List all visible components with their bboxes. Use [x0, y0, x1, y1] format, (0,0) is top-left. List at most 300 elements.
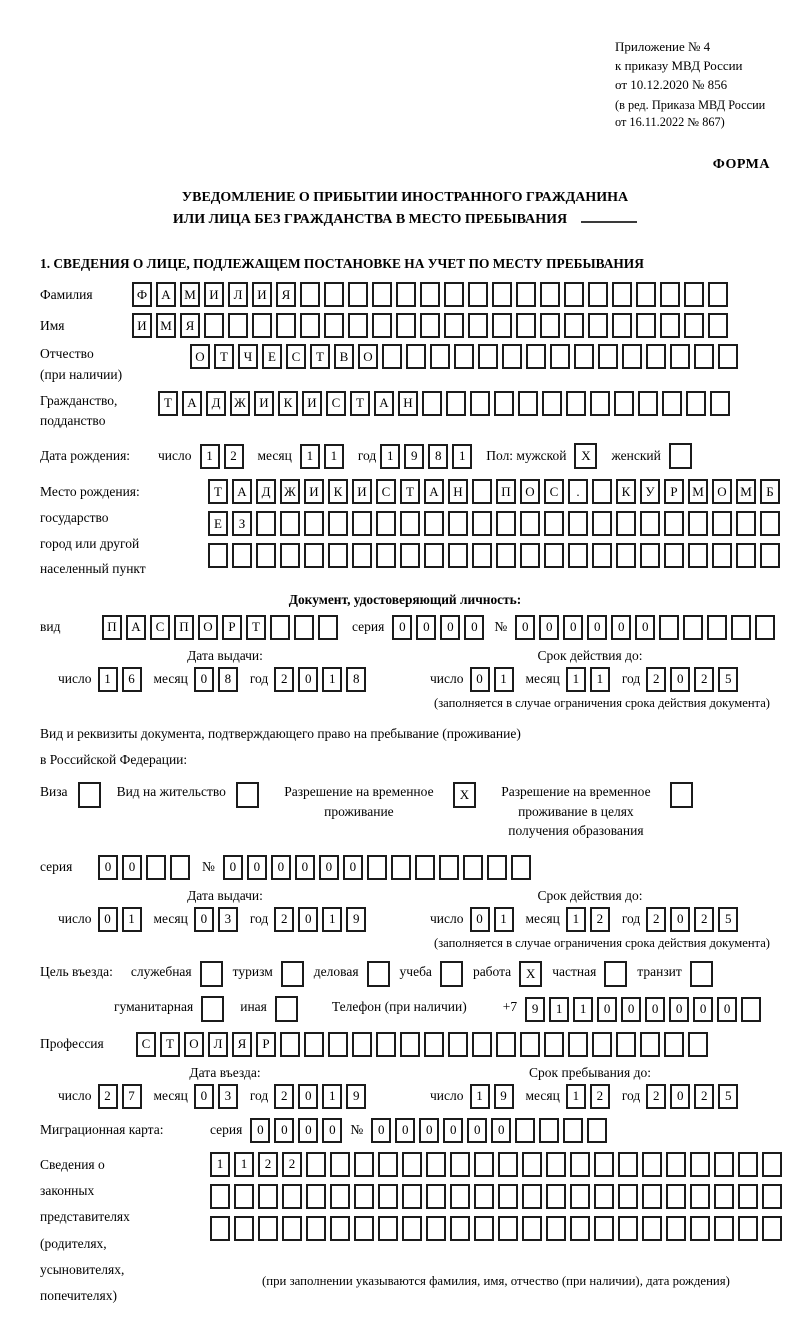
char-cell[interactable]: Д [206, 391, 226, 416]
char-cell[interactable]: З [232, 511, 252, 536]
char-cell[interactable] [494, 391, 514, 416]
char-cell[interactable] [492, 313, 512, 338]
char-cell[interactable] [446, 391, 466, 416]
char-cell[interactable]: И [252, 282, 272, 307]
char-cell[interactable] [376, 1032, 396, 1057]
char-cell[interactable] [472, 1032, 492, 1057]
char-cell[interactable]: 0 [467, 1118, 487, 1143]
surname-input[interactable] [132, 282, 728, 307]
char-cell[interactable]: Т [158, 391, 178, 416]
char-cell[interactable]: В [334, 344, 354, 369]
char-cell[interactable] [683, 615, 703, 640]
char-cell[interactable] [762, 1184, 782, 1209]
citizenship-input[interactable] [158, 391, 730, 416]
char-cell[interactable]: 2 [694, 1084, 714, 1109]
char-cell[interactable] [450, 1184, 470, 1209]
char-cell[interactable] [330, 1152, 350, 1177]
char-cell[interactable] [736, 543, 756, 568]
char-cell[interactable]: М [180, 282, 200, 307]
purpose-humanitarian-checkbox[interactable] [201, 996, 224, 1022]
char-cell[interactable]: Е [208, 511, 228, 536]
char-cell[interactable] [592, 479, 612, 504]
char-cell[interactable]: 0 [515, 615, 535, 640]
visa-checkbox[interactable] [78, 782, 101, 808]
char-cell[interactable] [378, 1216, 398, 1241]
char-cell[interactable]: 1 [549, 997, 569, 1022]
char-cell[interactable] [234, 1216, 254, 1241]
sex-female-checkbox-cell[interactable] [669, 443, 692, 469]
char-cell[interactable] [426, 1216, 446, 1241]
char-cell[interactable]: И [304, 479, 324, 504]
char-cell[interactable] [422, 391, 442, 416]
char-cell[interactable]: 3 [218, 907, 238, 932]
char-cell[interactable] [714, 1152, 734, 1177]
char-cell[interactable] [396, 313, 416, 338]
char-cell[interactable] [498, 1184, 518, 1209]
char-cell[interactable]: 0 [464, 615, 484, 640]
char-cell[interactable] [426, 1184, 446, 1209]
identity-series-input[interactable] [392, 615, 484, 640]
char-cell[interactable]: И [302, 391, 322, 416]
char-cell[interactable] [592, 1032, 612, 1057]
char-cell[interactable] [544, 1032, 564, 1057]
char-cell[interactable]: 2 [98, 1084, 118, 1109]
char-cell[interactable]: 2 [694, 907, 714, 932]
migration-number-input[interactable] [371, 1118, 607, 1143]
char-cell[interactable] [472, 479, 492, 504]
char-cell[interactable] [304, 511, 324, 536]
char-cell[interactable] [564, 313, 584, 338]
representatives-line3-input[interactable] [210, 1216, 782, 1241]
char-cell[interactable]: 1 [452, 444, 472, 469]
char-cell[interactable]: 1 [122, 907, 142, 932]
char-cell[interactable] [688, 511, 708, 536]
char-cell[interactable]: 0 [395, 1118, 415, 1143]
char-cell[interactable] [622, 344, 642, 369]
identity-issue-month-input[interactable] [194, 667, 238, 692]
char-cell[interactable]: 0 [416, 615, 436, 640]
char-cell[interactable] [378, 1152, 398, 1177]
char-cell[interactable] [612, 313, 632, 338]
char-cell[interactable] [204, 313, 224, 338]
identity-kind-input[interactable] [102, 615, 338, 640]
char-cell[interactable] [522, 1216, 542, 1241]
char-cell[interactable] [170, 855, 190, 880]
char-cell[interactable]: 1 [210, 1152, 230, 1177]
char-cell[interactable]: 8 [428, 444, 448, 469]
char-cell[interactable] [539, 1118, 559, 1143]
char-cell[interactable]: И [132, 313, 152, 338]
char-cell[interactable] [618, 1216, 638, 1241]
char-cell[interactable] [468, 282, 488, 307]
char-cell[interactable]: 9 [494, 1084, 514, 1109]
char-cell[interactable] [306, 1152, 326, 1177]
residence-issue-year-input[interactable] [274, 907, 366, 932]
char-cell[interactable] [708, 313, 728, 338]
char-cell[interactable] [424, 511, 444, 536]
char-cell[interactable]: К [278, 391, 298, 416]
char-cell[interactable] [736, 511, 756, 536]
char-cell[interactable] [636, 313, 656, 338]
char-cell[interactable]: 9 [346, 907, 366, 932]
char-cell[interactable]: 8 [218, 667, 238, 692]
char-cell[interactable] [522, 1184, 542, 1209]
char-cell[interactable] [352, 511, 372, 536]
char-cell[interactable] [659, 615, 679, 640]
char-cell[interactable] [731, 615, 751, 640]
char-cell[interactable] [252, 313, 272, 338]
char-cell[interactable] [684, 313, 704, 338]
char-cell[interactable]: 1 [380, 444, 400, 469]
char-cell[interactable]: С [150, 615, 170, 640]
char-cell[interactable]: 0 [440, 615, 460, 640]
char-cell[interactable] [664, 543, 684, 568]
char-cell[interactable]: 0 [298, 667, 318, 692]
char-cell[interactable] [306, 1216, 326, 1241]
char-cell[interactable] [570, 1184, 590, 1209]
char-cell[interactable] [234, 1184, 254, 1209]
char-cell[interactable] [670, 344, 690, 369]
char-cell[interactable] [282, 1184, 302, 1209]
char-cell[interactable] [474, 1152, 494, 1177]
char-cell[interactable] [590, 391, 610, 416]
residence-issue-day-input[interactable] [98, 907, 142, 932]
char-cell[interactable]: 6 [122, 667, 142, 692]
char-cell[interactable] [618, 1184, 638, 1209]
char-cell[interactable] [518, 391, 538, 416]
char-cell[interactable] [662, 391, 682, 416]
char-cell[interactable]: 0 [470, 667, 490, 692]
char-cell[interactable] [472, 543, 492, 568]
char-cell[interactable]: 0 [670, 907, 690, 932]
char-cell[interactable] [664, 511, 684, 536]
char-cell[interactable]: 9 [525, 997, 545, 1022]
char-cell[interactable]: О [198, 615, 218, 640]
phone-input[interactable] [525, 997, 761, 1022]
purpose-official-checkbox-cell[interactable] [200, 961, 223, 987]
char-cell[interactable] [574, 344, 594, 369]
residence-permit-checkbox[interactable] [236, 782, 259, 808]
char-cell[interactable]: 2 [224, 444, 244, 469]
char-cell[interactable] [642, 1152, 662, 1177]
char-cell[interactable] [588, 313, 608, 338]
char-cell[interactable] [430, 344, 450, 369]
char-cell[interactable] [304, 1032, 324, 1057]
identity-valid-day-input[interactable] [470, 667, 514, 692]
char-cell[interactable]: Т [214, 344, 234, 369]
char-cell[interactable]: 0 [319, 855, 339, 880]
char-cell[interactable]: 0 [122, 855, 142, 880]
char-cell[interactable]: Л [228, 282, 248, 307]
char-cell[interactable]: 0 [392, 615, 412, 640]
char-cell[interactable] [420, 313, 440, 338]
char-cell[interactable] [616, 511, 636, 536]
birthplace-line1-input[interactable] [208, 479, 780, 504]
purpose-work-checkbox[interactable] [519, 961, 542, 987]
char-cell[interactable] [210, 1184, 230, 1209]
char-cell[interactable]: 0 [322, 1118, 342, 1143]
char-cell[interactable] [762, 1152, 782, 1177]
char-cell[interactable]: С [376, 479, 396, 504]
char-cell[interactable]: 0 [419, 1118, 439, 1143]
identity-issue-year-input[interactable] [274, 667, 366, 692]
char-cell[interactable] [638, 391, 658, 416]
char-cell[interactable] [546, 1216, 566, 1241]
char-cell[interactable]: 2 [282, 1152, 302, 1177]
entry-year-input[interactable] [274, 1084, 366, 1109]
char-cell[interactable] [516, 313, 536, 338]
char-cell[interactable] [256, 543, 276, 568]
char-cell[interactable] [540, 282, 560, 307]
char-cell[interactable]: И [204, 282, 224, 307]
char-cell[interactable]: 0 [298, 907, 318, 932]
char-cell[interactable]: 0 [635, 615, 655, 640]
char-cell[interactable] [568, 511, 588, 536]
char-cell[interactable] [640, 1032, 660, 1057]
purpose-humanitarian-checkbox-cell[interactable] [201, 996, 224, 1022]
char-cell[interactable]: 2 [646, 1084, 666, 1109]
char-cell[interactable] [318, 615, 338, 640]
char-cell[interactable] [594, 1216, 614, 1241]
char-cell[interactable] [300, 313, 320, 338]
char-cell[interactable]: 1 [324, 444, 344, 469]
stay-month-input[interactable] [566, 1084, 610, 1109]
birth-day-input[interactable] [200, 444, 244, 469]
char-cell[interactable]: Я [232, 1032, 252, 1057]
char-cell[interactable] [444, 313, 464, 338]
char-cell[interactable] [470, 391, 490, 416]
char-cell[interactable]: П [102, 615, 122, 640]
representatives-line1-input[interactable] [210, 1152, 782, 1177]
char-cell[interactable] [348, 313, 368, 338]
char-cell[interactable]: 7 [122, 1084, 142, 1109]
char-cell[interactable] [330, 1184, 350, 1209]
residence-series-input[interactable] [98, 855, 190, 880]
char-cell[interactable]: 1 [300, 444, 320, 469]
char-cell[interactable]: Р [664, 479, 684, 504]
char-cell[interactable]: 2 [274, 667, 294, 692]
char-cell[interactable]: 1 [200, 444, 220, 469]
char-cell[interactable]: О [190, 344, 210, 369]
stay-day-input[interactable] [470, 1084, 514, 1109]
char-cell[interactable] [522, 1152, 542, 1177]
char-cell[interactable]: Ф [132, 282, 152, 307]
birthplace-line3-input[interactable] [208, 543, 780, 568]
char-cell[interactable] [642, 1184, 662, 1209]
char-cell[interactable]: 1 [322, 667, 342, 692]
char-cell[interactable] [660, 313, 680, 338]
residence-issue-month-input[interactable] [194, 907, 238, 932]
char-cell[interactable]: Ж [230, 391, 250, 416]
char-cell[interactable]: О [712, 479, 732, 504]
char-cell[interactable] [694, 344, 714, 369]
char-cell[interactable] [520, 543, 540, 568]
purpose-study-checkbox-cell[interactable] [440, 961, 463, 987]
purpose-business-checkbox[interactable] [367, 961, 390, 987]
purpose-official-checkbox[interactable] [200, 961, 223, 987]
profession-input[interactable] [136, 1032, 708, 1057]
char-cell[interactable] [210, 1216, 230, 1241]
stay-year-input[interactable] [646, 1084, 738, 1109]
migration-series-input[interactable] [250, 1118, 342, 1143]
char-cell[interactable] [612, 282, 632, 307]
char-cell[interactable] [718, 344, 738, 369]
char-cell[interactable]: 0 [274, 1118, 294, 1143]
char-cell[interactable] [402, 1184, 422, 1209]
char-cell[interactable] [354, 1216, 374, 1241]
char-cell[interactable] [666, 1184, 686, 1209]
char-cell[interactable]: 0 [693, 997, 713, 1022]
char-cell[interactable]: Т [400, 479, 420, 504]
char-cell[interactable]: 0 [670, 667, 690, 692]
char-cell[interactable] [540, 313, 560, 338]
char-cell[interactable]: К [328, 479, 348, 504]
char-cell[interactable] [664, 1032, 684, 1057]
char-cell[interactable] [660, 282, 680, 307]
char-cell[interactable]: 1 [566, 907, 586, 932]
char-cell[interactable] [666, 1152, 686, 1177]
char-cell[interactable]: М [156, 313, 176, 338]
char-cell[interactable] [563, 1118, 583, 1143]
char-cell[interactable] [760, 543, 780, 568]
char-cell[interactable]: О [520, 479, 540, 504]
char-cell[interactable]: 1 [573, 997, 593, 1022]
char-cell[interactable]: 8 [346, 667, 366, 692]
char-cell[interactable] [354, 1184, 374, 1209]
char-cell[interactable]: 1 [322, 1084, 342, 1109]
char-cell[interactable] [714, 1216, 734, 1241]
char-cell[interactable] [712, 511, 732, 536]
residence-valid-year-input[interactable] [646, 907, 738, 932]
char-cell[interactable] [496, 511, 516, 536]
identity-number-input[interactable] [515, 615, 775, 640]
char-cell[interactable]: 0 [587, 615, 607, 640]
char-cell[interactable]: 0 [470, 907, 490, 932]
char-cell[interactable] [496, 1032, 516, 1057]
residence-permit-checkbox-cell[interactable] [236, 782, 259, 808]
char-cell[interactable]: Т [246, 615, 266, 640]
char-cell[interactable] [328, 1032, 348, 1057]
char-cell[interactable] [406, 344, 426, 369]
char-cell[interactable]: 0 [223, 855, 243, 880]
char-cell[interactable] [520, 1032, 540, 1057]
char-cell[interactable]: . [568, 479, 588, 504]
purpose-business-checkbox-cell[interactable] [367, 961, 390, 987]
char-cell[interactable] [328, 511, 348, 536]
char-cell[interactable] [426, 1152, 446, 1177]
char-cell[interactable] [741, 997, 761, 1022]
char-cell[interactable] [376, 543, 396, 568]
char-cell[interactable]: П [174, 615, 194, 640]
char-cell[interactable] [402, 1152, 422, 1177]
char-cell[interactable]: А [374, 391, 394, 416]
char-cell[interactable] [592, 543, 612, 568]
char-cell[interactable] [690, 1216, 710, 1241]
char-cell[interactable]: 1 [590, 667, 610, 692]
char-cell[interactable]: 1 [566, 1084, 586, 1109]
char-cell[interactable]: 1 [98, 667, 118, 692]
char-cell[interactable] [448, 511, 468, 536]
char-cell[interactable]: М [688, 479, 708, 504]
entry-month-input[interactable] [194, 1084, 238, 1109]
char-cell[interactable] [502, 344, 522, 369]
char-cell[interactable] [444, 282, 464, 307]
char-cell[interactable]: 0 [669, 997, 689, 1022]
char-cell[interactable] [324, 313, 344, 338]
char-cell[interactable] [714, 1184, 734, 1209]
char-cell[interactable]: Р [222, 615, 242, 640]
char-cell[interactable]: 1 [322, 907, 342, 932]
identity-valid-month-input[interactable] [566, 667, 610, 692]
residence-number-input[interactable] [223, 855, 531, 880]
char-cell[interactable] [688, 543, 708, 568]
char-cell[interactable]: 0 [98, 907, 118, 932]
patronymic-input[interactable] [190, 344, 738, 369]
char-cell[interactable] [760, 511, 780, 536]
char-cell[interactable]: 2 [694, 667, 714, 692]
visa-checkbox-cell[interactable] [78, 782, 101, 808]
char-cell[interactable] [544, 543, 564, 568]
char-cell[interactable] [498, 1216, 518, 1241]
char-cell[interactable] [546, 1152, 566, 1177]
char-cell[interactable] [463, 855, 483, 880]
char-cell[interactable]: Т [350, 391, 370, 416]
char-cell[interactable]: Т [310, 344, 330, 369]
representatives-line2-input[interactable] [210, 1184, 782, 1209]
birth-month-input[interactable] [300, 444, 344, 469]
char-cell[interactable] [450, 1216, 470, 1241]
char-cell[interactable] [420, 282, 440, 307]
temp-residence-checkbox[interactable] [453, 782, 476, 808]
char-cell[interactable] [755, 615, 775, 640]
char-cell[interactable] [372, 282, 392, 307]
purpose-tourism-checkbox[interactable] [281, 961, 304, 987]
char-cell[interactable]: 2 [590, 907, 610, 932]
char-cell[interactable] [280, 1032, 300, 1057]
char-cell[interactable] [544, 511, 564, 536]
char-cell[interactable]: 0 [98, 855, 118, 880]
char-cell[interactable] [688, 1032, 708, 1057]
char-cell[interactable]: 0 [271, 855, 291, 880]
char-cell[interactable] [640, 511, 660, 536]
temp-residence-education-checkbox-cell[interactable] [670, 782, 693, 808]
char-cell[interactable] [474, 1184, 494, 1209]
char-cell[interactable] [424, 1032, 444, 1057]
char-cell[interactable]: К [616, 479, 636, 504]
purpose-other-checkbox-cell[interactable] [275, 996, 298, 1022]
char-cell[interactable]: 0 [563, 615, 583, 640]
char-cell[interactable] [738, 1184, 758, 1209]
char-cell[interactable] [396, 282, 416, 307]
char-cell[interactable] [402, 1216, 422, 1241]
char-cell[interactable] [520, 511, 540, 536]
char-cell[interactable]: Т [160, 1032, 180, 1057]
char-cell[interactable]: 0 [298, 1118, 318, 1143]
char-cell[interactable]: 0 [597, 997, 617, 1022]
char-cell[interactable]: А [156, 282, 176, 307]
char-cell[interactable]: 1 [494, 907, 514, 932]
char-cell[interactable]: 5 [718, 1084, 738, 1109]
char-cell[interactable]: Р [256, 1032, 276, 1057]
char-cell[interactable] [324, 282, 344, 307]
birth-year-input[interactable] [380, 444, 472, 469]
char-cell[interactable] [454, 344, 474, 369]
char-cell[interactable]: Д [256, 479, 276, 504]
char-cell[interactable] [276, 313, 296, 338]
char-cell[interactable]: Я [276, 282, 296, 307]
char-cell[interactable] [546, 1184, 566, 1209]
char-cell[interactable]: 1 [234, 1152, 254, 1177]
